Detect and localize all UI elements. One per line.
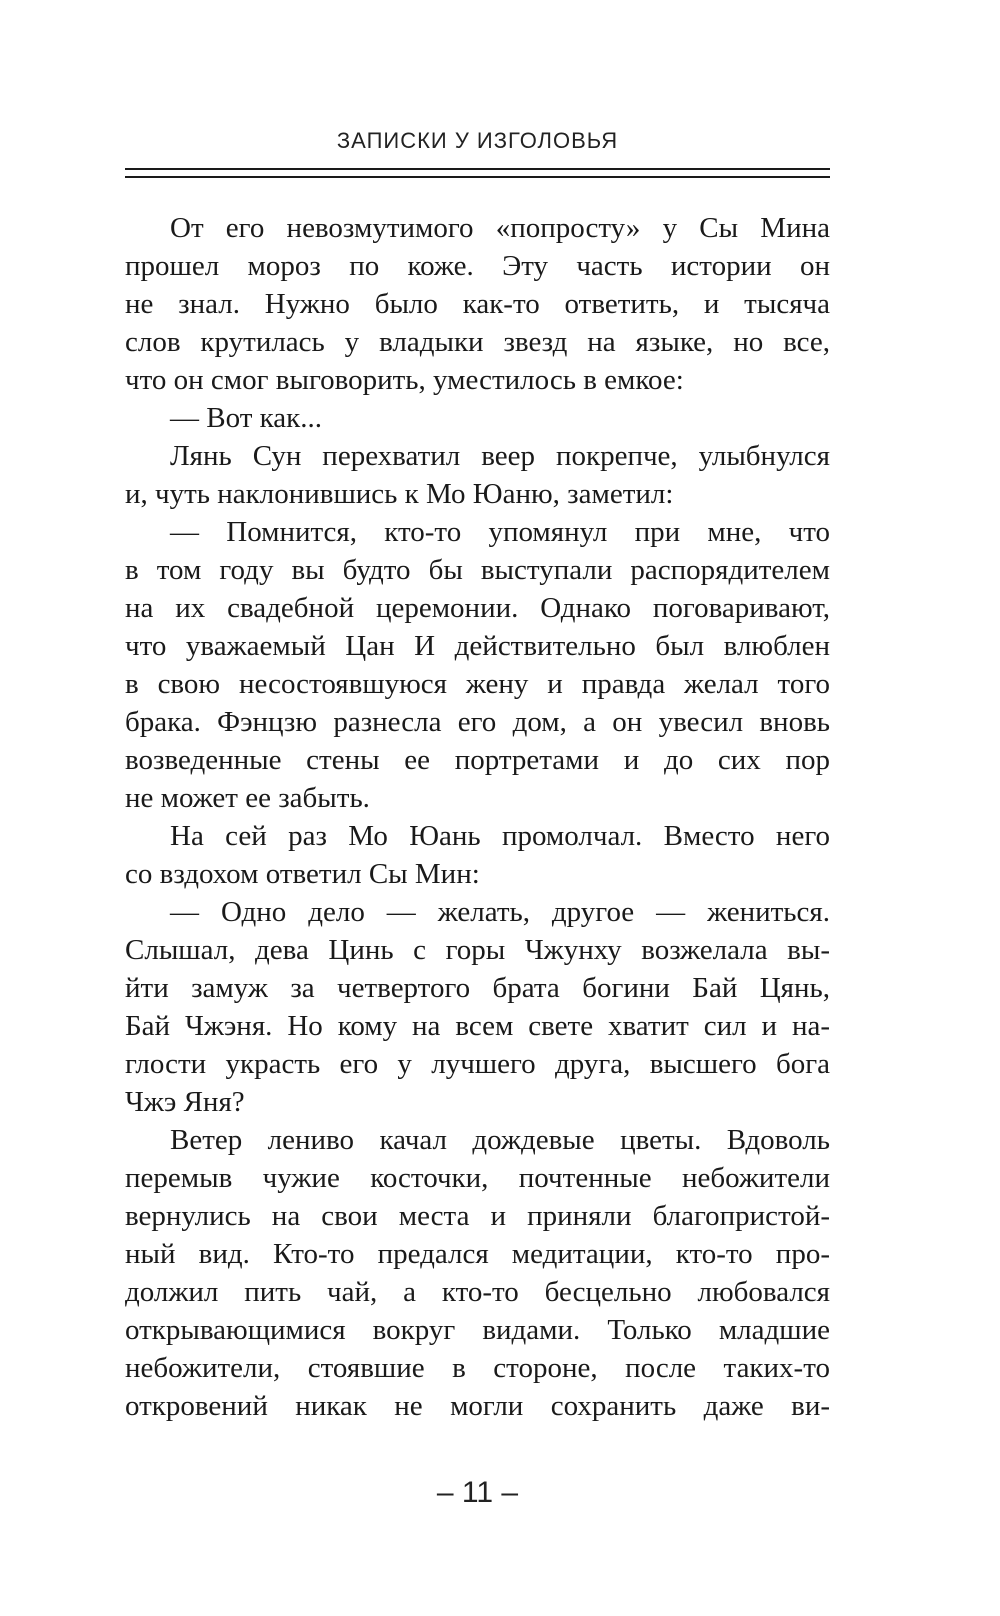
- text-line: — Одно дело — желать, другое — жениться.: [170, 896, 830, 928]
- text-line: открывающимися вокруг видами. Только младшие: [125, 1314, 830, 1346]
- text-line: не может ее забыть.: [125, 782, 370, 814]
- running-header-title: ЗАПИСКИ У ИЗГОЛОВЬЯ: [336, 128, 619, 153]
- text-line: откровений никак не могли сохранить даже ви-: [125, 1390, 830, 1422]
- text-line: перемыв чужие косточки, почтенные небожители: [125, 1162, 830, 1194]
- page-number: – 11 –: [436, 1476, 519, 1509]
- text-line: и, чуть наклонившись к Мо Юаню, заметил:: [125, 478, 674, 510]
- text-line: От его невозмутимого «попросту» у Сы Мина: [170, 212, 830, 244]
- text-line: — Вот как...: [170, 402, 322, 434]
- text-line: прошел мороз по коже. Эту часть истории он: [125, 250, 830, 282]
- body-text: [125, 209, 830, 1425]
- text-line: — Помнится, кто-то упомянул при мне, что: [170, 516, 830, 548]
- text-line: должил пить чай, а кто-то бесцельно любовался: [125, 1276, 830, 1308]
- text-line: со вздохом ответил Сы Мин:: [125, 858, 480, 890]
- text-line: На сей раз Мо Юань промолчал. Вместо него: [170, 820, 830, 852]
- header-rule-top: [125, 168, 830, 170]
- text-line: Ветер лениво качал дождевые цветы. Вдоволь: [170, 1124, 830, 1156]
- text-line: что уважаемый Цан И действительно был влюблен: [125, 630, 830, 662]
- text-line: в том году вы будто бы выступали распорядителем: [125, 554, 830, 586]
- text-line: Слышал, дева Цинь с горы Чжунху возжелала вы-: [125, 934, 830, 966]
- text-line: ный вид. Кто-то предался медитации, кто-то про-: [125, 1238, 830, 1270]
- text-line: брака. Фэнцзю разнесла его дом, а он увесил вновь: [125, 706, 830, 738]
- text-line: в свою несостоявшуюся жену и правда желал того: [125, 668, 830, 700]
- text-line: на их свадебной церемонии. Однако поговаривают,: [125, 592, 830, 624]
- text-line: не знал. Нужно было как-то ответить, и тысяча: [125, 288, 830, 320]
- text-line: небожители, стоявшие в стороне, после таких-то: [125, 1352, 830, 1384]
- header-rule-bottom: [125, 176, 830, 178]
- text-line: глости украсть его у лучшего друга, высшего бога: [125, 1048, 830, 1080]
- text-line: йти замуж за четвертого брата богини Бай Цянь,: [125, 972, 830, 1004]
- text-line: Лянь Сун перехватил веер покрепче, улыбнулся: [170, 440, 830, 472]
- text-line: Чжэ Яня?: [125, 1086, 245, 1118]
- text-line: Бай Чжэня. Но кому на всем свете хватит сил и на-: [125, 1010, 830, 1042]
- text-line: возведенные стены ее портретами и до сих пор: [125, 744, 830, 776]
- text-line: вернулись на свои места и приняли благопристой-: [125, 1200, 830, 1232]
- text-line: слов крутилась у владыки звезд на языке, но все,: [125, 326, 830, 358]
- text-line: что он смог выговорить, уместилось в емкое:: [125, 364, 684, 396]
